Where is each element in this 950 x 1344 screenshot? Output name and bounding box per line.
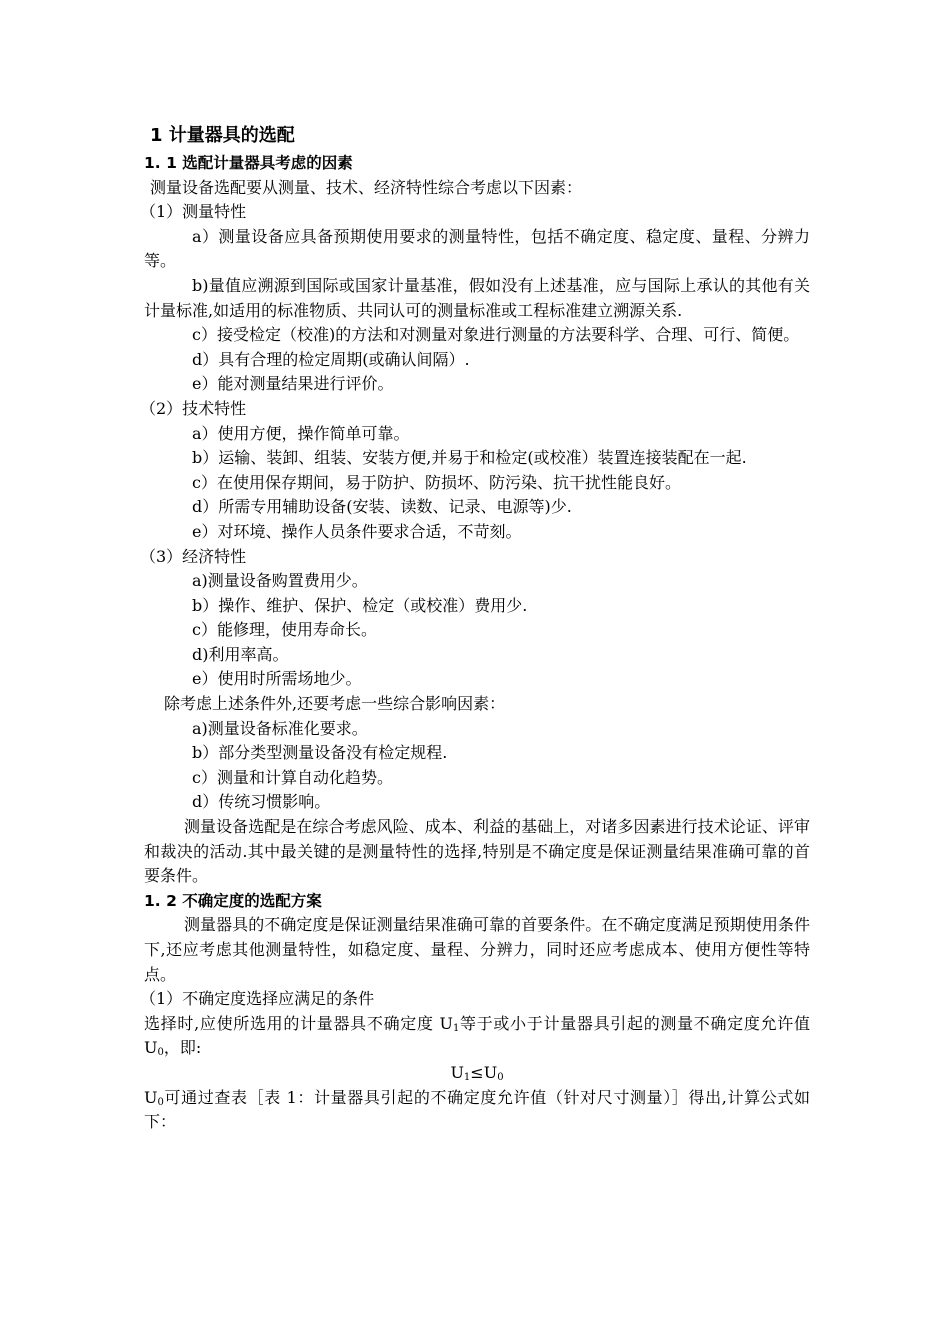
- section-intro: 测量设备选配要从测量、技术、经济特性综合考虑以下因素：: [150, 177, 583, 197]
- uncertainty-paragraph: 测量器具的不确定度是保证测量结果准确可靠的首要条件。在不确定度满足预期使用条件下,还应考虑其他测量特性，如稳定度、量程、分辨力，同时还应考虑成本、使用方便性等特点。: [144, 915, 810, 984]
- list-item: a)测量设备标准化要求。: [192, 718, 368, 738]
- condition-title: （1）不确定度选择应满足的条件: [140, 989, 375, 1009]
- list-item: a）使用方便，操作简单可靠。: [192, 423, 410, 443]
- condition-paragraph: 选择时,应使所选用的计量器具不确定度 $U_1$等于或小于计量器具引起的测量不确定度允许值 $U_0$，即:: [144, 1013, 810, 1059]
- list-item: c）能修理，使用寿命长。: [192, 620, 377, 640]
- summary-paragraph: 测量设备选配是在综合考虑风险、成本、利益的基础上，对诸多因素进行技术论证、评审和裁决的活动.其中最关键的是测量特性的选择,特别是不确定度是保证测量结果准确可靠的首要条件。: [144, 817, 810, 886]
- document-page: [140, 123, 810, 1135]
- list-item: e）对环境、操作人员条件要求合适，不苛刻。: [192, 521, 522, 541]
- list-item: d）传统习惯影响。: [192, 792, 331, 812]
- list-item: a)测量设备购置费用少。: [192, 571, 368, 591]
- table-reference-paragraph: $U_0$可通过查表［表 1：计量器具引起的不确定度允许值（针对尺寸测量）］得出,计算公式如下：: [144, 1087, 810, 1132]
- list-item: b）运输、装卸、组装、安装方便,并易于和检定(或校准）装置连接装配在一起.: [192, 448, 747, 468]
- list-item: b)量值应溯源到国际或国家计量基准，假如没有上述基准，应与国际上承认的其他有关计量标准,如适用的标准物质、共同认可的测量标准或工程标准建立溯源关系.: [144, 275, 810, 320]
- list-item: d）所需专用辅助设备(安装、读数、记录、电源等)少.: [192, 497, 572, 517]
- section-heading-1-1: 1. 1 选配计量器具考虑的因素: [144, 154, 353, 172]
- list-item: b）部分类型测量设备没有检定规程.: [192, 743, 448, 763]
- subsection-title-measure: （1）测量特性: [140, 202, 247, 222]
- list-item: c）测量和计算自动化趋势。: [192, 767, 393, 787]
- list-item: d）具有合理的检定周期(或确认间隔）.: [192, 349, 470, 369]
- subsection-title-econ: （3）经济特性: [140, 546, 247, 566]
- list-item: c）在使用保存期间，易于防护、防损坏、防污染、抗干扰性能良好。: [192, 472, 681, 492]
- extra-intro: 除考虑上述条件外,还要考虑一些综合影响因素：: [164, 694, 506, 714]
- list-item: a）测量设备应具备预期使用要求的测量特性，包括不确定度、稳定度、量程、分辨力等。: [144, 226, 810, 271]
- document-title: 1 计量器具的选配: [150, 125, 295, 146]
- list-item: e）使用时所需场地少。: [192, 669, 362, 689]
- formula: $U_1\le U_0$: [450, 1062, 504, 1083]
- list-item: e）能对测量结果进行评价。: [192, 374, 394, 394]
- section-heading-1-2: 1. 2 不确定度的选配方案: [144, 891, 322, 910]
- list-item: d)利用率高。: [192, 644, 289, 664]
- list-item: b）操作、维护、保护、检定（或校准）费用少.: [192, 595, 528, 615]
- subsection-title-tech: （2）技术特性: [140, 398, 247, 418]
- list-item: c）接受检定（校准)的方法和对测量对象进行测量的方法要科学、合理、可行、简便。: [192, 325, 800, 345]
